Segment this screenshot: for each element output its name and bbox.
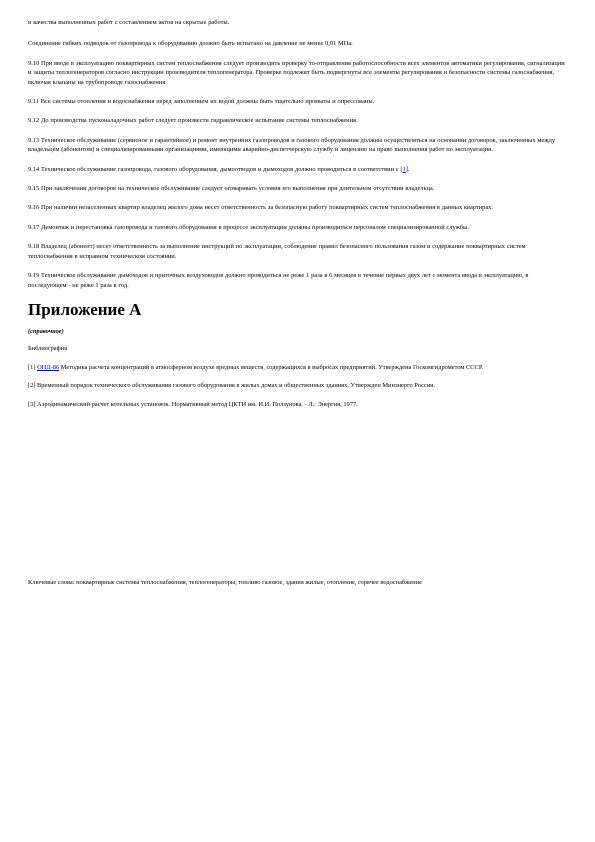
keywords: Ключевые слова: поквартирные системы теплоснабжения, теплогенераторы, топливо газовое, здания жилые, отопление, горячее водоснабжение bbox=[28, 579, 422, 587]
paragraph: 9.13 Техническое обслуживание (сервисное и гарантийное) и ремонт внутренних газопроводов и газового оборудования должны осуществляться на основании договоров, заключенных между владельцем (абонентом) и специализированными организациями, имеющими аварийно-диспетчерскую службу и лицензию на право выполнения работ по эксплуатации. bbox=[28, 136, 556, 154]
paragraph: 9.19 Техническое обслуживание дымоходов и приточных воздуховодов должно проводиться не реже 1 раза в 6 месяцев в течение первых двух лет с момента ввода в эксплуатацию, в последующем - не реже 1 раза в год. bbox=[28, 272, 529, 289]
bibliography-title: Библиография bbox=[28, 344, 68, 352]
appendix-note: (справочное) bbox=[28, 327, 64, 335]
reference-link[interactable]: 1 bbox=[402, 165, 406, 173]
appendix-title: Приложение А bbox=[28, 299, 142, 319]
paragraph: Соединение гибких подводок от газопровода к оборудованию должно быть испытано на давление не менее 0,01 МПа. bbox=[28, 40, 353, 48]
paragraph-tail: ]. bbox=[405, 165, 410, 173]
paragraph: 9.18 Владелец (абонент) несет ответственность за выполнение инструкций по эксплуатации, соблюдение правил безопасного пользования газом и содержание поквартирных систем теплоснабжения в исправном техническом состоянии. bbox=[28, 243, 526, 260]
paragraph-with-ref bbox=[28, 165, 567, 174]
bibliography-item: [3] Аэродинамический расчет котельных установок. Нормативный метод ЦКТИ им. И.И. Ползунова. - Л.: Энергия, 1977. bbox=[28, 400, 358, 408]
bibliography-item bbox=[28, 363, 567, 372]
biblio-link[interactable]: ОНД-86 bbox=[37, 363, 60, 371]
bibliography-item: [2] Временный порядок технического обслуживания газового оборудования в жилых домах и общественных зданиях. Утвержден Минэнерго России. bbox=[28, 382, 436, 390]
paragraph: 9.12 До производства пусконаладочных работ следует произвести гидравлическое испытание системы теплоснабжения. bbox=[28, 117, 358, 125]
biblio-num: [1] bbox=[28, 363, 38, 371]
paragraph: 9.16 При наличии незаселенных квартир владелец жилого дома несет ответственность за безопасную работу поквартирных систем теплоснабжения в данных квартирах. bbox=[28, 204, 493, 212]
paragraph: 9.10 При вводе в эксплуатацию поквартирных систем теплоснабжения следует производить проверку то-отправления работоспособности всех элементов автоматики регулирования, сигнализации и защиты теплогенераторов согласно инструкции производителя теплогенератора. Проверке подлежит быть подвергнуты все элементы регулирования и безопасности системы газоснабжения, включая клапаны на трубопроводе газоснабжения. bbox=[28, 59, 565, 86]
biblio-text: Методика расчета концентраций в атмосферном воздухе вредных веществ, содержащихся в выбросах предприятий. Утверждена Госкомгидрометом СССР. bbox=[59, 363, 484, 371]
paragraph: 9.15 При заключении договоров на техническое обслуживание следует оговаривать условия его выполнения при длительном отсутствии владельца. bbox=[28, 185, 435, 193]
paragraph: 9.17 Демонтаж и перестановка газопровода и газового оборудования в процессе эксплуатации должны производиться персоналом специализированной службы. bbox=[28, 223, 470, 231]
paragraph: и качества выполненных работ с составлением актов на скрытые работы. bbox=[28, 19, 230, 26]
paragraph-text: 9.14 Техническое обслуживание газопровода, газового оборудования, дымоотводов и дымоходов должно проводиться в соответствии с [ bbox=[28, 165, 403, 173]
paragraph: 9.11 Все системы отопления и водоснабжения перед заполнением их водой должны быть тщательно промыты и опрессованы. bbox=[28, 98, 375, 106]
